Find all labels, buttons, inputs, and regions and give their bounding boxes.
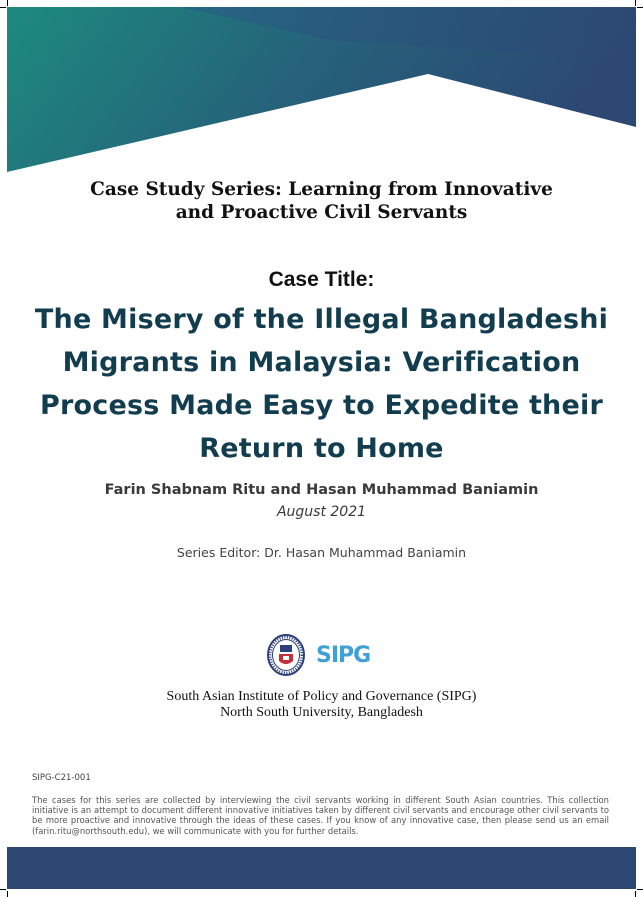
footer-bar [7, 847, 636, 889]
publication-date: August 2021 [276, 504, 367, 520]
series-title-line: Case Study Series: Learning from Innovative [90, 179, 553, 200]
crop-mark [637, 889, 643, 890]
university-seal-icon [266, 633, 306, 677]
university-name: North South University, Bangladesh [220, 705, 423, 720]
case-title [0, 298, 643, 470]
crop-mark [7, 891, 8, 897]
series-title [0, 178, 643, 224]
case-title-line: Process Made Easy to Expedite their [40, 390, 603, 421]
sipg-logo: SIPG [316, 642, 371, 668]
crop-mark [635, 891, 636, 897]
header-banner [0, 0, 643, 180]
authors: Farin Shabnam Ritu and Hasan Muhammad Baniamin [104, 482, 539, 498]
series-title-line: and Proactive Civil Servants [175, 202, 468, 223]
disclaimer-text: The cases for this series are collected by interviewing the civil servants working in different South Asian countries. This collection initiative is an attempt to document different innovative initiatives taken by different civil servants and encourage other civil servants to be more proactive and innovative through the ideas of these cases. If you know of any innovative case, then please send us an email (farin.ritu@northsouth.edu), we will communicate with you for further details. [32, 795, 609, 836]
logo-group [266, 632, 370, 678]
case-title-line: Migrants in Malaysia: Verification [62, 347, 581, 378]
case-title-line: The Misery of the Illegal Bangladeshi [34, 304, 609, 335]
institute-address [0, 689, 643, 721]
institute-name: South Asian Institute of Policy and Governance (SIPG) [166, 689, 477, 704]
case-title-line: Return to Home [199, 433, 444, 464]
crop-mark [0, 889, 6, 890]
case-code: SIPG-C21-001 [32, 773, 91, 783]
case-title-label: Case Title: [268, 268, 375, 291]
series-editor: Series Editor: Dr. Hasan Muhammad Baniamin [176, 545, 467, 560]
